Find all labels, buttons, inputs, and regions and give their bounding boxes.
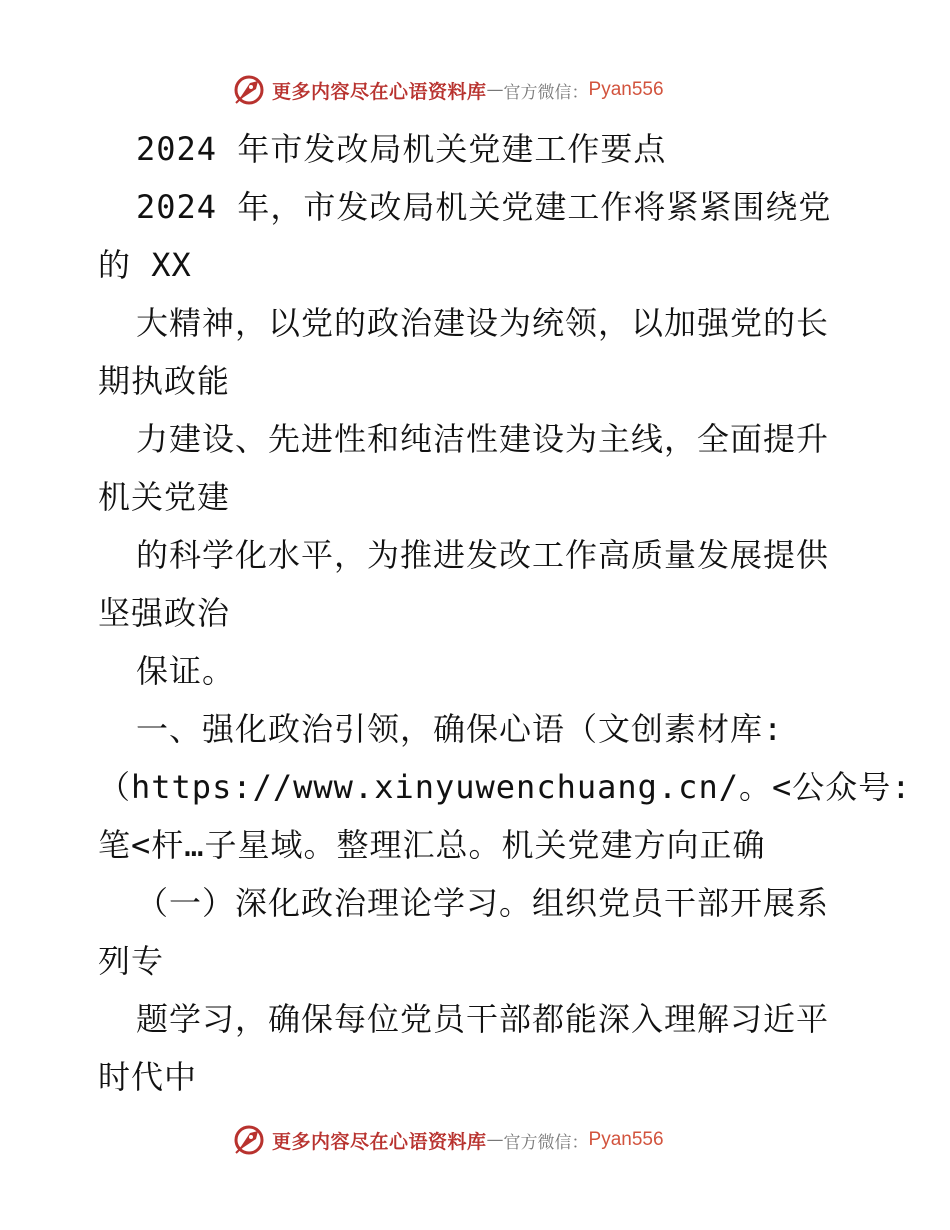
paragraph-line: 坚强政治 [98,594,231,632]
banner-brand: 更多内容尽在心语资料库 [272,80,487,103]
paragraph-line: 2024 年，市发改局机关党建工作将紧紧围绕党 [136,188,832,226]
banner-dash: — [486,80,504,100]
pen-nib-logo-icon [232,73,266,107]
footer-banner [232,1120,712,1160]
subsection-heading: （一）深化政治理论学习。组织党员干部开展系 [136,884,830,922]
paragraph-line: 期执政能 [98,362,231,400]
banner-wechat-label: 官方微信： [503,82,589,103]
document-body [98,120,912,1106]
paragraph-line: 题学习，确保每位党员干部都能深入理解习近平 [136,1000,830,1038]
header-banner [232,70,712,110]
pen-nib-logo-icon [232,1123,266,1157]
paragraph-line: 的 XX [98,246,192,284]
banner-dash: — [486,1130,504,1150]
banner-wechat-id: Pyan556 [588,79,664,100]
paragraph-line: （https://www.xinyuwenchuang.cn/。<公众号: [98,768,912,806]
paragraph-line: 时代中 [98,1058,198,1096]
paragraph-line: 保证。 [136,652,236,690]
paragraph-line: 力建设、先进性和纯洁性建设为主线，全面提升 [136,420,830,458]
paragraph-line: 大精神，以党的政治建设为统领，以加强党的长 [136,304,830,342]
document-title: 2024 年市发改局机关党建工作要点 [136,130,667,168]
banner-wechat-label: 官方微信： [503,1132,589,1153]
section-heading: 一、强化政治引领，确保心语（文创素材库: [136,710,784,748]
paragraph-line: 列专 [98,942,165,980]
banner-wechat-id: Pyan556 [588,1129,664,1150]
banner-brand: 更多内容尽在心语资料库 [272,1130,487,1153]
paragraph-line: 的科学化水平，为推进发改工作高质量发展提供 [136,536,830,574]
paragraph-line: 笔<杆…子星域。整理汇总。机关党建方向正确 [98,826,766,864]
paragraph-line: 机关党建 [98,478,231,516]
